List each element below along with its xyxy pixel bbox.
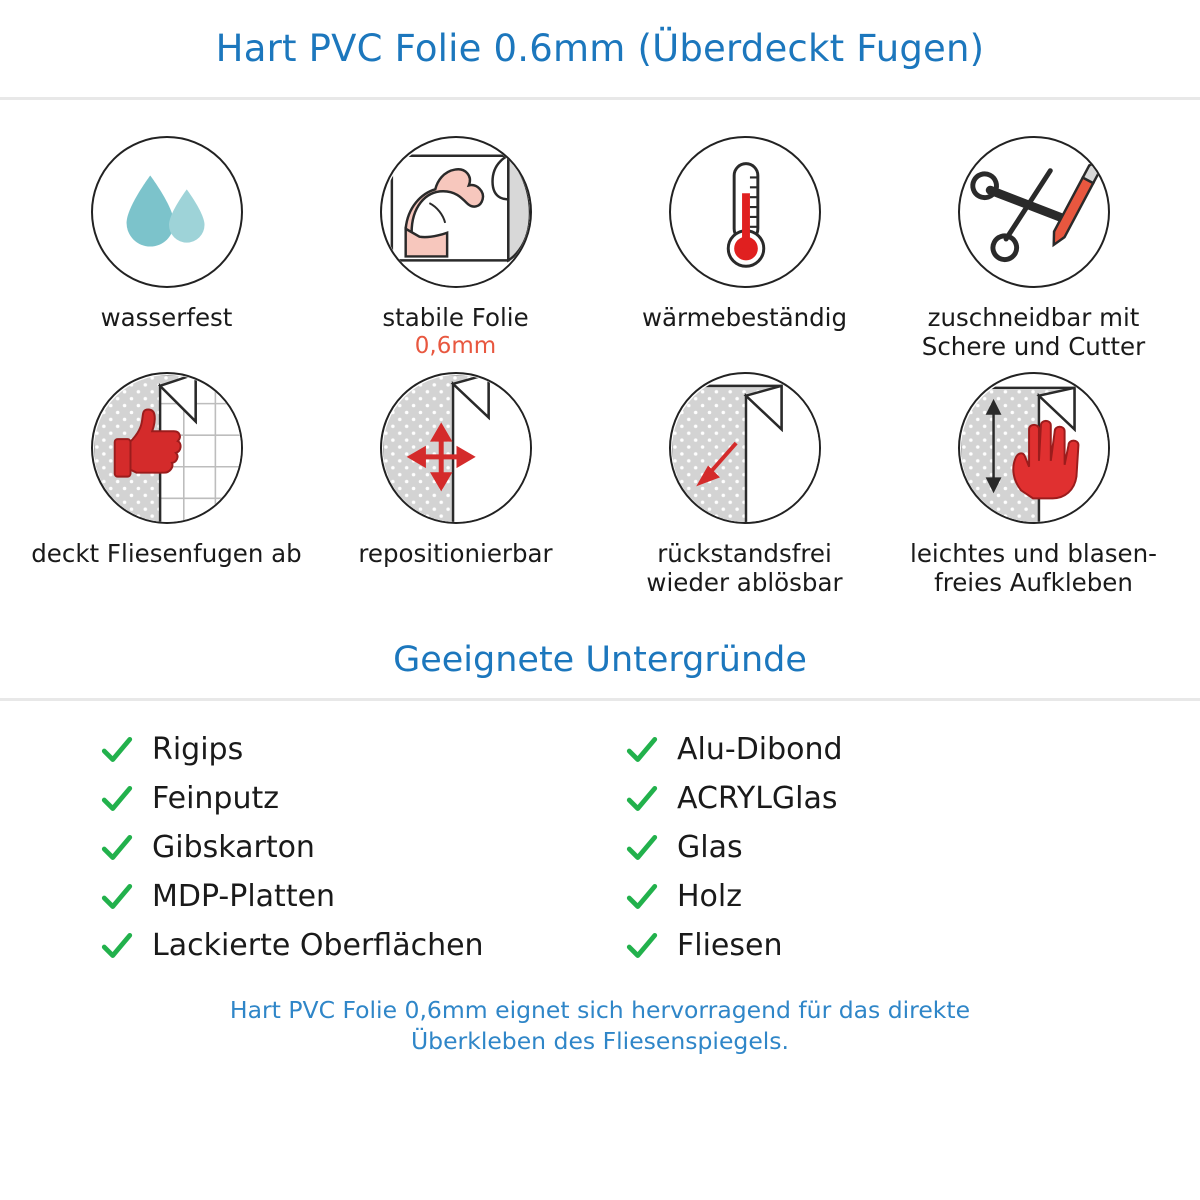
feature-waermebestaendig (600, 136, 889, 362)
substrates-heading: Geeignete Untergründe (0, 640, 1200, 701)
check-icon (625, 880, 659, 914)
feature-wasserfest (22, 136, 311, 362)
feature-label-line2: Schere und Cutter (921, 331, 1146, 361)
list-item-label: Alu-Dibond (677, 732, 843, 768)
feature-label: repositionierbar (358, 538, 553, 568)
check-icon (100, 880, 134, 914)
feature-label-line1: rückstandsfrei (657, 538, 832, 568)
feature-icon-circle (91, 372, 243, 524)
feature-icon-circle (91, 136, 243, 288)
feature-icon-circle (380, 136, 532, 288)
list-item-label: Rigips (152, 732, 244, 768)
footer-line1: Hart PVC Folie 0,6mm eignet sich hervorragend für das direkte (229, 995, 971, 1024)
list-item-label: Glas (677, 830, 743, 866)
page-title: Hart PVC Folie 0.6mm (Überdeckt Fugen) (215, 27, 985, 70)
feature-sublabel: 0,6mm (414, 332, 497, 359)
thumbs-up-tile-icon (93, 374, 243, 524)
feature-label-line2: wieder ablösbar (646, 567, 843, 597)
feature-label-line1: leichtes und blasen- (910, 538, 1157, 568)
check-icon (625, 831, 659, 865)
list-item-label: Lackierte Oberflächen (152, 928, 484, 964)
feature-label-line1: zuschneidbar mit (927, 303, 1140, 332)
feature-icon-circle (380, 372, 532, 524)
thermometer-icon (671, 138, 821, 288)
list-item (100, 727, 615, 773)
hand-smoothing-icon (960, 374, 1110, 524)
check-icon (625, 733, 659, 767)
feature-label: deckt Fliesenfugen ab (31, 538, 302, 568)
list-item-label: Holz (677, 879, 742, 915)
check-icon (100, 733, 134, 767)
list-item-label: MDP-Platten (152, 879, 336, 915)
feature-zuschneidbar (889, 136, 1178, 362)
scissors-cutter-icon (960, 138, 1110, 288)
flexed-arm-icon (382, 138, 532, 288)
footer-note (0, 995, 1200, 1057)
feature-icon-circle (669, 372, 821, 524)
feature-deckt-fliesenfugen (22, 372, 311, 598)
list-item (100, 776, 615, 822)
feature-icon-circle (958, 136, 1110, 288)
feature-label: stabile Folie (382, 303, 529, 332)
peel-arrow-icon (671, 374, 821, 524)
feature-rueckstandsfrei (600, 372, 889, 598)
feature-icon-circle (669, 136, 821, 288)
list-item-label: ACRYLGlas (677, 781, 838, 817)
feature-label (646, 540, 842, 598)
feature-grid (0, 100, 1200, 598)
list-item (625, 825, 1140, 871)
feature-repositionierbar (311, 372, 600, 598)
feature-icon-circle (958, 372, 1110, 524)
substrates-column-left (100, 727, 615, 969)
list-item-label: Gibskarton (152, 830, 315, 866)
feature-label: wasserfest (100, 303, 233, 332)
feature-stabile-folie (311, 136, 600, 362)
list-item (625, 727, 1140, 773)
move-arrows-icon (382, 374, 532, 524)
substrates-column-right (625, 727, 1140, 969)
feature-label-line2: freies Aufkleben (934, 567, 1133, 597)
list-item (100, 874, 615, 920)
list-item (100, 923, 615, 969)
footer-line2: Überkleben des Fliesenspiegels. (410, 1026, 790, 1055)
page-header (0, 0, 1200, 100)
feature-label (922, 304, 1145, 362)
list-item (625, 923, 1140, 969)
substrates-lists (0, 727, 1200, 969)
list-item (625, 776, 1140, 822)
feature-label (910, 540, 1157, 598)
check-icon (100, 929, 134, 963)
feature-label: wärmebeständig (641, 303, 848, 332)
list-item-label: Feinputz (152, 781, 279, 817)
feature-blasenfreies-aufkleben (889, 372, 1178, 598)
list-item (100, 825, 615, 871)
list-item (625, 874, 1140, 920)
list-item-label: Fliesen (677, 928, 783, 964)
check-icon (625, 782, 659, 816)
water-drops-icon (93, 138, 243, 288)
check-icon (625, 929, 659, 963)
check-icon (100, 831, 134, 865)
check-icon (100, 782, 134, 816)
